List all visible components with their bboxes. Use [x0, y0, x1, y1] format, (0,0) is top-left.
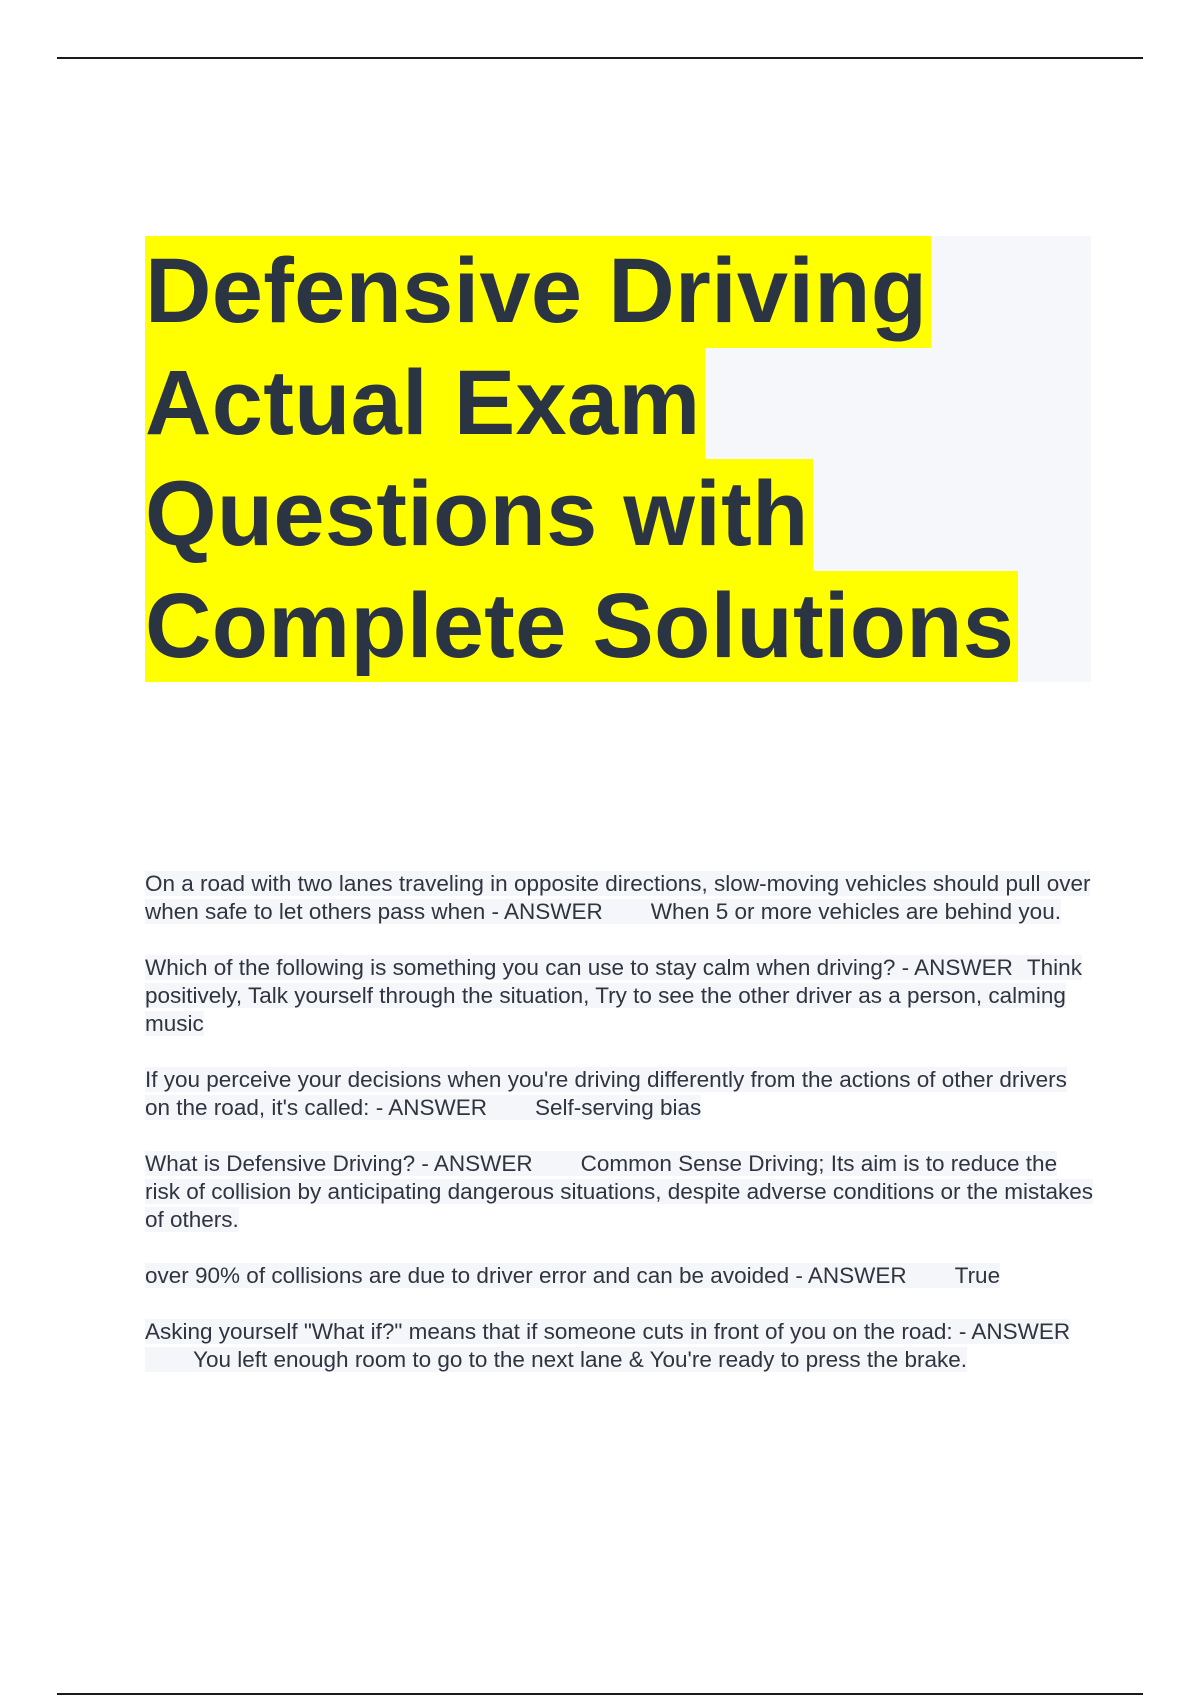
question-text: Which of the following is something you can use to stay calm when driving?: [145, 955, 896, 980]
qa-item: [145, 954, 1095, 1038]
answer-text: Self-serving bias: [534, 1095, 702, 1120]
answer-marker: - ANSWER: [421, 1151, 533, 1176]
question-text: over 90% of collisions are due to driver error and can be avoided: [145, 1263, 790, 1288]
qa-list: [145, 870, 1095, 1402]
question-text: If you perceive your decisions when you're driving differently from the actions of other drivers on the road, it's called:: [145, 1067, 1067, 1120]
title-line: Questions with: [145, 459, 813, 571]
document-title: [145, 236, 1091, 682]
question-text: What is Defensive Driving?: [145, 1151, 416, 1176]
answer-text: You left enough room to go to the next lane & You're ready to press the brake.: [193, 1347, 967, 1372]
answer-marker: - ANSWER: [491, 899, 603, 924]
answer-marker: - ANSWER: [958, 1319, 1071, 1344]
answer-text: Common Sense Driving; Its aim is to reduce the risk of collision by anticipating dangerous situations, despite adverse conditions or the mistakes of others.: [145, 1151, 1094, 1232]
qa-item: [145, 1150, 1095, 1234]
question-text: On a road with two lanes traveling in opposite directions, slow-moving vehicles should pull over when safe to let others pass when: [145, 871, 1091, 924]
answer-text: True: [954, 1263, 1001, 1288]
answer-text: When 5 or more vehicles are behind you.: [650, 899, 1061, 924]
question-text: Asking yourself "What if?" means that if someone cuts in front of you on the road:: [145, 1319, 953, 1344]
title-line: Complete Solutions: [145, 571, 1018, 683]
bottom-rule: [57, 1693, 1143, 1695]
answer-marker: - ANSWER: [795, 1263, 907, 1288]
answer-marker: - ANSWER: [901, 955, 1013, 980]
top-rule: [57, 57, 1143, 59]
qa-item: [145, 1318, 1095, 1374]
title-line: Actual Exam: [145, 348, 705, 460]
qa-item: [145, 1262, 1095, 1290]
answer-text: Think positively, Talk yourself through the situation, Try to see the other driver as a person, calming music: [145, 955, 1082, 1036]
title-line: Defensive Driving: [145, 236, 931, 348]
title-block: [145, 236, 1091, 682]
qa-item: [145, 1066, 1095, 1122]
answer-marker: - ANSWER: [375, 1095, 487, 1120]
qa-item: [145, 870, 1095, 926]
